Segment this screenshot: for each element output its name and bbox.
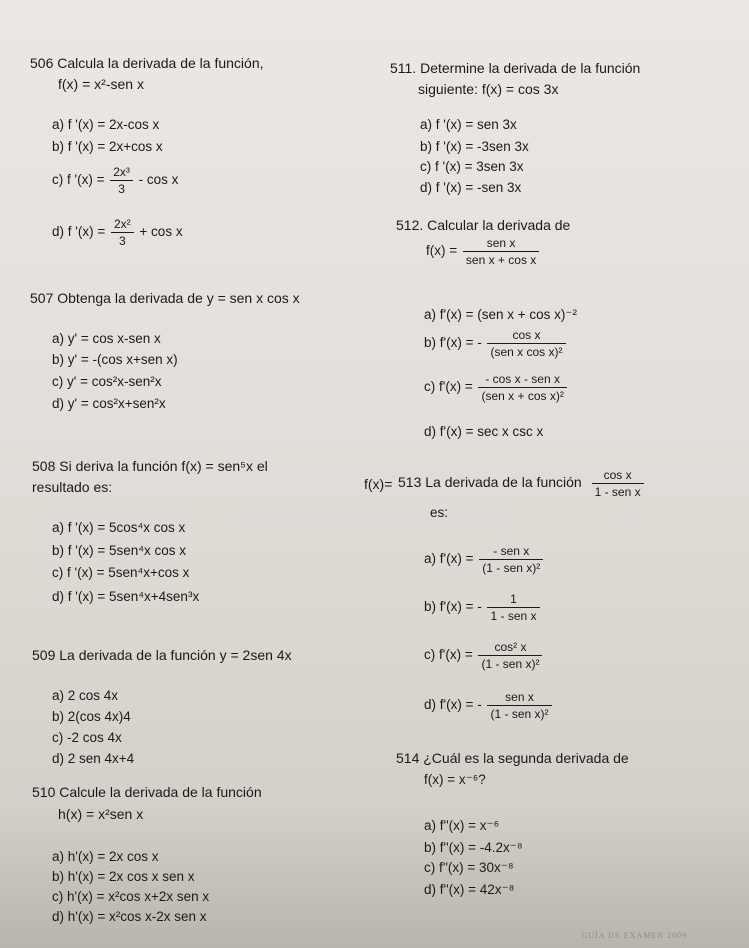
q506-d-num: 2x² bbox=[111, 217, 134, 233]
q514-option-a[interactable]: a) f''(x) = x⁻⁶ bbox=[424, 818, 500, 833]
q510-option-c[interactable]: c) h'(x) = x²cos x+2x sen x bbox=[52, 889, 210, 904]
q506-c-den: 3 bbox=[118, 182, 125, 196]
q513-title: 513 La derivada de la función bbox=[398, 474, 582, 491]
q506-c-num: 2x³ bbox=[110, 165, 133, 181]
q512-option-d[interactable]: d) f'(x) = sec x csc x bbox=[424, 424, 544, 439]
q513-a-fraction bbox=[479, 544, 543, 575]
q512-fn-prefix: f(x) = bbox=[426, 243, 458, 259]
q512-fn-den: sen x + cos x bbox=[465, 253, 537, 267]
q506-d-suffix: + cos x bbox=[139, 224, 183, 240]
q507-option-c[interactable]: c) y' = cos²x-sen²x bbox=[52, 374, 162, 389]
q513-a-num: - sen x bbox=[479, 544, 543, 560]
q512-fn-fraction bbox=[463, 236, 539, 267]
q513-fn-num: cos x bbox=[592, 468, 644, 484]
q508-line2: resultado es: bbox=[32, 479, 113, 495]
q513-c-den: (1 - sen x)² bbox=[481, 657, 540, 671]
q507-title: 507 Obtenga la derivada de y = sen x cos x bbox=[30, 290, 300, 306]
q513-b-den: 1 - sen x bbox=[490, 609, 537, 623]
q508-option-d[interactable]: d) f '(x) = 5sen⁴x+4sen³x bbox=[52, 589, 200, 604]
q510-option-d[interactable]: d) h'(x) = x²cos x-2x sen x bbox=[52, 909, 207, 924]
q513-fn-prefix: f(x)= bbox=[364, 476, 393, 492]
q509-option-c[interactable]: c) -2 cos 4x bbox=[52, 730, 122, 745]
q514-option-d[interactable]: d) f''(x) = 42x⁻⁸ bbox=[424, 882, 515, 897]
q513-option-a[interactable] bbox=[424, 544, 545, 575]
q507-option-d[interactable]: d) y' = cos²x+sen²x bbox=[52, 396, 166, 411]
q512-c-num: - cos x - sen x bbox=[478, 372, 566, 388]
q509-option-b[interactable]: b) 2(cos 4x)4 bbox=[52, 709, 131, 724]
q510-option-a[interactable]: a) h'(x) = 2x cos x bbox=[52, 849, 159, 864]
q507-option-a[interactable]: a) y' = cos x-sen x bbox=[52, 331, 161, 346]
q513-c-num: cos² x bbox=[478, 640, 542, 656]
q506-d-den: 3 bbox=[118, 234, 126, 248]
q512-option-b[interactable] bbox=[424, 328, 568, 359]
q511-option-b[interactable]: b) f '(x) = -3sen 3x bbox=[420, 139, 529, 154]
q511-option-d[interactable]: d) f '(x) = -sen 3x bbox=[420, 180, 522, 195]
q511-line1: 511. Determine la derivada de la función bbox=[390, 60, 641, 76]
q506-option-c[interactable] bbox=[52, 165, 178, 196]
q509-title: 509 La derivada de la función y = 2sen 4x bbox=[32, 647, 292, 663]
q513-d-den: (1 - sen x)² bbox=[490, 707, 549, 721]
q506-d-fraction bbox=[111, 217, 134, 248]
q512-option-a[interactable]: a) f'(x) = (sen x + cos x)⁻² bbox=[424, 307, 577, 322]
q513-option-d[interactable] bbox=[424, 690, 554, 721]
q513-a-den: (1 - sen x)² bbox=[482, 561, 541, 575]
q514-option-c[interactable]: c) f''(x) = 30x⁻⁸ bbox=[424, 860, 514, 875]
q506-c-fraction bbox=[110, 165, 133, 196]
q512-c-fraction bbox=[478, 372, 566, 403]
q514-title: 514 ¿Cuál es la segunda derivada de bbox=[396, 750, 629, 766]
q506-option-a[interactable]: a) f '(x) = 2x-cos x bbox=[52, 117, 160, 132]
q513-line2: es: bbox=[430, 505, 449, 520]
q509-option-a[interactable]: a) 2 cos 4x bbox=[52, 688, 119, 703]
q506-d-prefix: d) f '(x) = bbox=[52, 224, 106, 240]
q513-d-prefix: d) f'(x) = - bbox=[424, 697, 482, 713]
q508-option-c[interactable]: c) f '(x) = 5sen⁴x+cos x bbox=[52, 565, 190, 580]
q506-c-suffix: - cos x bbox=[138, 172, 179, 188]
q513-option-b[interactable] bbox=[424, 592, 542, 623]
q513-a-prefix: a) f'(x) = bbox=[424, 551, 474, 567]
q513-c-fraction bbox=[478, 640, 542, 671]
q512-option-c[interactable] bbox=[424, 372, 569, 403]
q513-option-c[interactable] bbox=[424, 640, 544, 671]
footer-label: GUÍA DE EXAMEN 2009 bbox=[581, 931, 687, 940]
q512-b-num: cos x bbox=[487, 328, 565, 344]
q513-c-prefix: c) f'(x) = bbox=[424, 647, 473, 663]
q508-option-a[interactable]: a) f '(x) = 5cos⁴x cos x bbox=[52, 520, 186, 535]
q512-function bbox=[426, 236, 541, 267]
q512-b-den: (sen x cos x)² bbox=[490, 345, 563, 359]
q513-b-num: 1 bbox=[487, 592, 539, 608]
q510-title: 510 Calcule la derivada de la función bbox=[32, 784, 262, 800]
q510-function: h(x) = x²sen x bbox=[58, 806, 144, 822]
q512-c-prefix: c) f'(x) = bbox=[424, 379, 473, 395]
q513-d-fraction bbox=[487, 690, 551, 721]
q506-title: 506 Calcula la derivada de la función, bbox=[30, 55, 264, 71]
q506-option-d[interactable] bbox=[52, 217, 183, 248]
q511-line2: siguiente: f(x) = cos 3x bbox=[418, 81, 559, 97]
q513-d-num: sen x bbox=[487, 690, 551, 706]
q510-option-b[interactable]: b) h'(x) = 2x cos x sen x bbox=[52, 869, 195, 884]
q514-function: f(x) = x⁻⁶? bbox=[424, 772, 486, 787]
q509-option-d[interactable]: d) 2 sen 4x+4 bbox=[52, 751, 135, 766]
q513-line1 bbox=[364, 468, 646, 499]
q512-title: 512. Calcular la derivada de bbox=[396, 217, 571, 233]
q512-b-fraction bbox=[487, 328, 565, 359]
q507-option-b[interactable]: b) y' = -(cos x+sen x) bbox=[52, 352, 178, 367]
q511-option-a[interactable]: a) f '(x) = sen 3x bbox=[420, 117, 517, 132]
q506-c-prefix: c) f '(x) = bbox=[52, 172, 105, 188]
q512-fn-num: sen x bbox=[463, 236, 539, 252]
q506-option-b[interactable]: b) f '(x) = 2x+cos x bbox=[52, 139, 163, 154]
q513-b-fraction bbox=[487, 592, 539, 623]
q508-option-b[interactable]: b) f '(x) = 5sen⁴x cos x bbox=[52, 543, 187, 558]
q514-option-b[interactable]: b) f''(x) = -4.2x⁻⁸ bbox=[424, 840, 523, 855]
q512-b-prefix: b) f'(x) = - bbox=[424, 335, 482, 351]
q512-c-den: (sen x + cos x)² bbox=[481, 389, 564, 403]
q508-line1: 508 Si deriva la función f(x) = sen⁵x el bbox=[32, 458, 268, 474]
q513-fn-den: 1 - sen x bbox=[594, 485, 641, 499]
q511-option-c[interactable]: c) f '(x) = 3sen 3x bbox=[420, 159, 524, 174]
q506-function: f(x) = x²-sen x bbox=[58, 76, 144, 92]
q513-b-prefix: b) f'(x) = - bbox=[424, 599, 482, 615]
